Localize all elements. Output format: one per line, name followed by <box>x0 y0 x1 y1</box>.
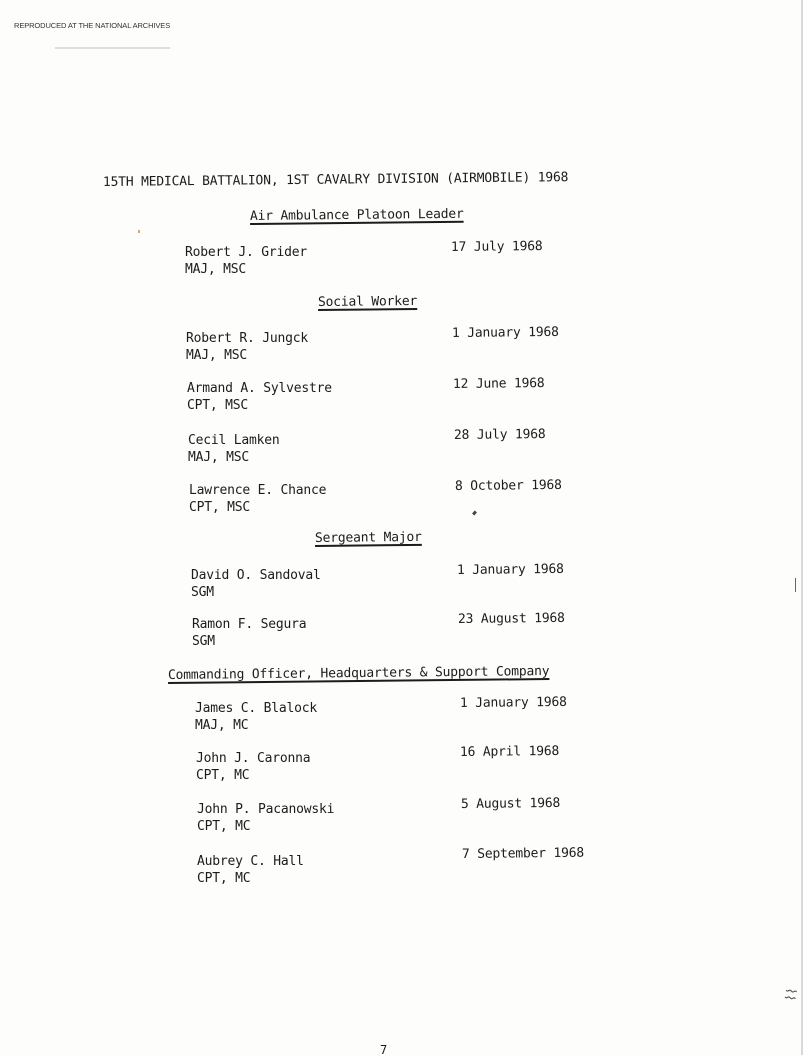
entry-date: 5 August 1968 <box>460 795 561 812</box>
entry-rank: CPT, MSC <box>187 398 249 413</box>
entry-name: Ramon F. Segura <box>192 617 307 632</box>
entry-sandoval <box>191 567 321 601</box>
section-heading-commanding-officer: Commanding Officer, Headquarters & Support Company <box>167 664 550 683</box>
entry-chance <box>189 482 326 516</box>
entry-rank: CPT, MC <box>197 819 251 834</box>
section-heading-sergeant-major: Sergeant Major <box>314 529 422 546</box>
entry-name: Lawrence E. Chance <box>189 483 327 498</box>
edge-mark <box>795 578 796 592</box>
archive-stamp: REPRODUCED AT THE NATIONAL ARCHIVES <box>14 21 171 30</box>
entry-date: 23 August 1968 <box>457 610 565 627</box>
entry-date: 28 July 1968 <box>453 427 546 443</box>
scan-speck <box>138 230 140 233</box>
entry-date: 8 October 1968 <box>454 477 562 494</box>
entry-name: James C. Blalock <box>195 701 318 716</box>
entry-name: David O. Sandoval <box>191 568 321 583</box>
entry-name: Robert R. Jungck <box>186 331 309 346</box>
entry-rank: SGM <box>191 585 214 600</box>
entry-name: Aubrey C. Hall <box>197 854 304 869</box>
section-heading-social-worker: Social Worker <box>317 293 418 310</box>
entry-lamken <box>188 432 280 466</box>
entry-rank: CPT, MC <box>196 768 250 783</box>
entry-segura <box>192 616 306 650</box>
entry-date: 12 June 1968 <box>452 376 545 392</box>
page-number: 7 <box>380 1043 388 1057</box>
entry-rank: MAJ, MSC <box>186 348 248 363</box>
scan-smudge <box>55 47 170 49</box>
entry-date: 17 July 1968 <box>450 239 543 255</box>
entry-date: 1 January 1968 <box>451 324 559 341</box>
entry-blalock <box>195 700 317 734</box>
entry-rank: SGM <box>192 634 215 649</box>
entry-jungck <box>186 330 308 364</box>
entry-rank: MAJ, MSC <box>185 262 247 277</box>
entry-caronna <box>196 750 310 784</box>
entry-rank: CPT, MC <box>197 871 251 886</box>
entry-date: 1 January 1968 <box>456 561 564 578</box>
entry-rank: CPT, MSC <box>189 500 251 515</box>
entry-date: 7 September 1968 <box>461 845 585 862</box>
entry-name: John J. Caronna <box>196 751 311 766</box>
entry-date: 1 January 1968 <box>459 694 567 711</box>
page-title: 15TH MEDICAL BATTALION, 1ST CAVALRY DIVISION (AIRMOBILE) 1968 <box>102 170 569 190</box>
entry-date: 16 April 1968 <box>459 743 560 760</box>
entry-name: Cecil Lamken <box>188 433 280 448</box>
ink-speck <box>472 511 477 516</box>
entry-rank: MAJ, MSC <box>188 450 250 465</box>
entry-name: Robert J. Grider <box>185 245 308 260</box>
entry-sylvestre <box>187 380 332 414</box>
section-heading-air-ambulance: Air Ambulance Platoon Leader <box>249 206 464 224</box>
entry-name: Armand A. Sylvestre <box>187 381 332 396</box>
margin-scribble: ⌇⌇ <box>783 986 802 1003</box>
entry-hall <box>197 853 304 887</box>
entry-rank: MAJ, MC <box>195 718 249 733</box>
entry-pacanowski <box>197 801 334 835</box>
entry-name: John P. Pacanowski <box>197 802 335 817</box>
entry-grider <box>185 244 307 278</box>
